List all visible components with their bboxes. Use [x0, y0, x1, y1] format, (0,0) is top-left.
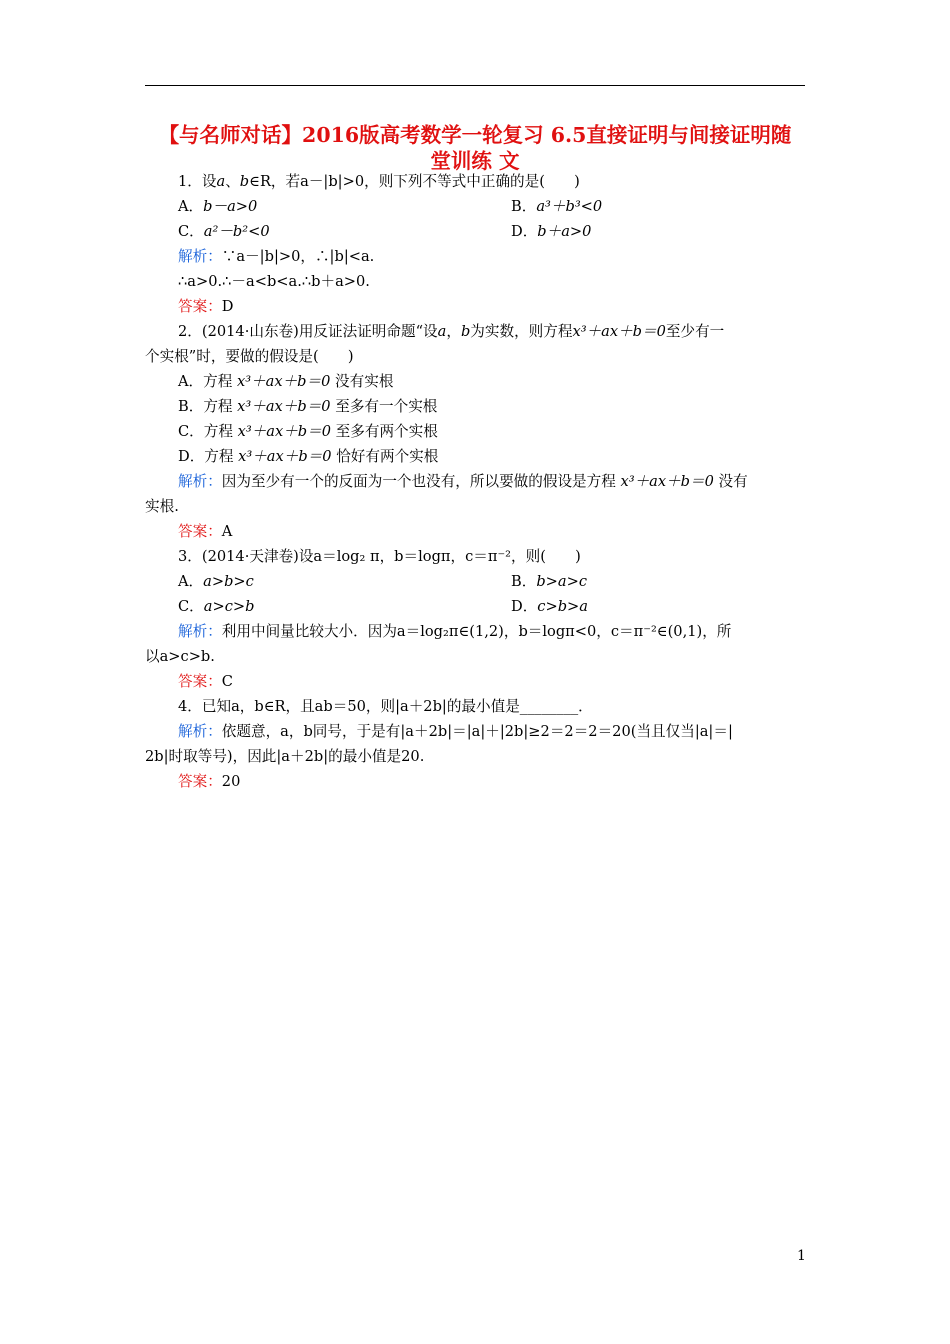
q3-option-a: A．a>b>c [178, 573, 254, 590]
q3-answer: 答案：C [178, 673, 233, 690]
q1-option-b: B．a³＋b³<0 [511, 198, 603, 215]
q1-option-d: D．b＋a>0 [511, 223, 592, 240]
q2-stem-line-1: 2．(2014·山东卷)用反证法证明命题“设a，b为实数，则方程x³＋ax＋b＝0至少有一 [178, 323, 725, 340]
q1-solution-line-2: ∴a>0.∴－a<b<a.∴b＋a>0. [178, 273, 370, 290]
page-number: 1 [797, 1248, 806, 1264]
q2-solution-line-1: 解析：因为至少有一个的反面为一个也没有，所以要做的假设是方程 x³＋ax＋b＝0 没有 [178, 473, 748, 490]
q1-solution-line-1: 解析：∵a－|b|>0，∴|b|<a. [178, 248, 375, 265]
q2-answer: 答案：A [178, 523, 233, 540]
q1-option-a: A．b－a>0 [178, 198, 258, 215]
q1-answer: 答案：D [178, 298, 234, 315]
q4-stem: 4．已知a，b∈R，且ab＝50，则|a＋2b|的最小值是________． [178, 698, 593, 715]
q2-option-a: A．方程 x³＋ax＋b＝0 没有实根 [178, 373, 394, 390]
q4-solution-line-1: 解析：依题意，a，b同号，于是有|a＋2b|＝|a|＋|2b|≥2＝2＝2＝20(当且仅当|a|＝| [178, 723, 733, 740]
header-rule [145, 85, 805, 86]
q1-option-c: C．a²－b²<0 [178, 223, 270, 240]
q3-jiexi-label: 解析： [178, 623, 222, 640]
q4-solution-line-2: 2b|时取等号)，因此|a＋2b|的最小值是20. [145, 748, 425, 765]
q2-option-c: C．方程 x³＋ax＋b＝0 至多有两个实根 [178, 423, 438, 440]
q3-solution-line-2: 以a>c>b. [145, 648, 215, 665]
q3-option-c: C．a>c>b [178, 598, 255, 615]
q2-stem-line-2: 个实根”时，要做的假设是( ) [145, 348, 354, 365]
q2-answer-label: 答案： [178, 523, 222, 540]
q3-solution-line-1: 解析：利用中间量比较大小．因为a＝log₂π∈(1,2)，b＝logπ<0，c＝π⁻²∈(0,1)，所 [178, 623, 732, 640]
q3-stem: 3．(2014·天津卷)设a＝log₂ π，b＝logπ，c＝π⁻²，则( ) [178, 548, 581, 565]
q4-answer-label: 答案： [178, 773, 222, 790]
q4-answer: 答案：20 [178, 773, 241, 790]
q1-answer-label: 答案： [178, 298, 222, 315]
q2-jiexi-label: 解析： [178, 473, 222, 490]
q2-solution-line-2: 实根. [145, 498, 179, 515]
title-line-2: 堂训练 文 [430, 149, 520, 173]
q1-stem: 1．设a、b∈R，若a－|b|>0，则下列不等式中正确的是( ) [178, 173, 580, 190]
title-line-1: 【与名师对话】2016版高考数学一轮复习 6.5直接证明与间接证明随 [158, 123, 792, 147]
q1-jiexi-label: 解析： [178, 248, 222, 265]
q2-option-b: B．方程 x³＋ax＋b＝0 至多有一个实根 [178, 398, 438, 415]
q4-jiexi-label: 解析： [178, 723, 222, 740]
q2-option-d: D．方程 x³＋ax＋b＝0 恰好有两个实根 [178, 448, 439, 465]
document-title [145, 122, 805, 174]
q3-option-d: D．c>b>a [511, 598, 588, 615]
q3-option-b: B．b>a>c [511, 573, 588, 590]
q3-answer-label: 答案： [178, 673, 222, 690]
